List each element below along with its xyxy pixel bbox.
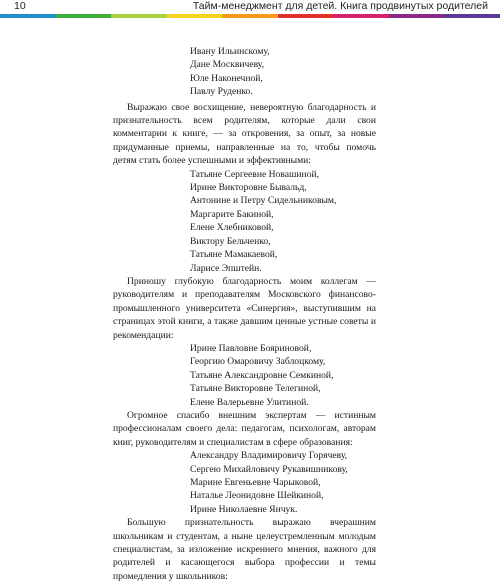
stripe-segment bbox=[167, 14, 223, 18]
running-title: Тайм-менеджмент для детей. Книга продвинутых родителей bbox=[193, 0, 488, 13]
name-line: Маргарите Бакиной, bbox=[190, 208, 376, 221]
name-line: Сергею Михайловичу Рукавишникову, bbox=[190, 463, 376, 476]
name-line: Татьяне Сергеевне Новашиной, bbox=[190, 168, 376, 181]
stripe-segment bbox=[0, 14, 56, 18]
name-line: Виктору Бельченко, bbox=[190, 235, 376, 248]
paragraph-colleagues: Приношу глубокую благодарность моим коллегам — руководителям и преподавателям Московского финансово-промышленного университета «Синергия», выступившим на страницах этой книги, а также давшим ценные устные советы и рекомендации: bbox=[113, 275, 376, 342]
page-body bbox=[113, 45, 376, 583]
stripe-segment bbox=[222, 14, 278, 18]
stripe-segment bbox=[56, 14, 112, 18]
names-list-colleagues bbox=[113, 342, 376, 409]
name-line: Георгию Омаровичу Заблоцкому, bbox=[190, 355, 376, 368]
names-list-intro bbox=[113, 45, 376, 99]
name-line: Ивану Ильинскому, bbox=[190, 45, 376, 58]
name-line: Татьяне Мамакаевой, bbox=[190, 248, 376, 261]
name-line: Татьяне Викторовне Телегиной, bbox=[190, 382, 376, 395]
name-line: Дане Москвичеву, bbox=[190, 58, 376, 71]
name-line: Юле Наконечной, bbox=[190, 72, 376, 85]
name-line: Ларисе Эпштейн. bbox=[190, 262, 376, 275]
name-line: Павлу Руденко. bbox=[190, 85, 376, 98]
name-line: Татьяне Александровне Семкиной, bbox=[190, 369, 376, 382]
stripe-segment bbox=[445, 14, 500, 18]
stripe-segment bbox=[389, 14, 445, 18]
names-list-parents bbox=[113, 168, 376, 275]
name-line: Александру Владимировичу Горячеву, bbox=[190, 449, 376, 462]
names-list-experts bbox=[113, 449, 376, 516]
name-line: Елене Валерьевне Улитиной. bbox=[190, 396, 376, 409]
name-line: Ирине Викторовне Бывальд, bbox=[190, 181, 376, 194]
page-number: 10 bbox=[14, 0, 26, 13]
stripe-segment bbox=[111, 14, 167, 18]
name-line: Антонине и Петру Сидельниковым, bbox=[190, 194, 376, 207]
name-line: Елене Хлебниковой, bbox=[190, 221, 376, 234]
stripe-segment bbox=[333, 14, 389, 18]
paragraph-parents: Выражаю свое восхищение, невероятную благодарность и признательность всем родителям, которые дали свои комментарии к книге, — за откровения, за опыт, за новые придуманные приемы, направленные на то, чтобы помочь детям стать более успешными и эффективными: bbox=[113, 101, 376, 168]
name-line: Наталье Леонидовне Шейкиной, bbox=[190, 489, 376, 502]
paragraph-experts: Огромное спасибо внешним экспертам — истинным профессионалам своего дела: педагогам, психологам, авторам книг, руководителям и специалистам в сфере образования: bbox=[113, 409, 376, 449]
stripe-segment bbox=[278, 14, 334, 18]
name-line: Ирине Николаевне Янчук. bbox=[190, 503, 376, 516]
name-line: Ирине Павловне Бояриновой, bbox=[190, 342, 376, 355]
paragraph-students: Большую признательность выражаю вчерашним школьникам и студентам, а ныне целеустремленным молодым специалистам, за изложение искреннего мнения, важного для родителей и касающегося выбора профессии и темы промедления у школьников: bbox=[113, 516, 376, 583]
color-stripe bbox=[0, 14, 500, 18]
name-line: Марине Евгеньевне Чарыковой, bbox=[190, 476, 376, 489]
